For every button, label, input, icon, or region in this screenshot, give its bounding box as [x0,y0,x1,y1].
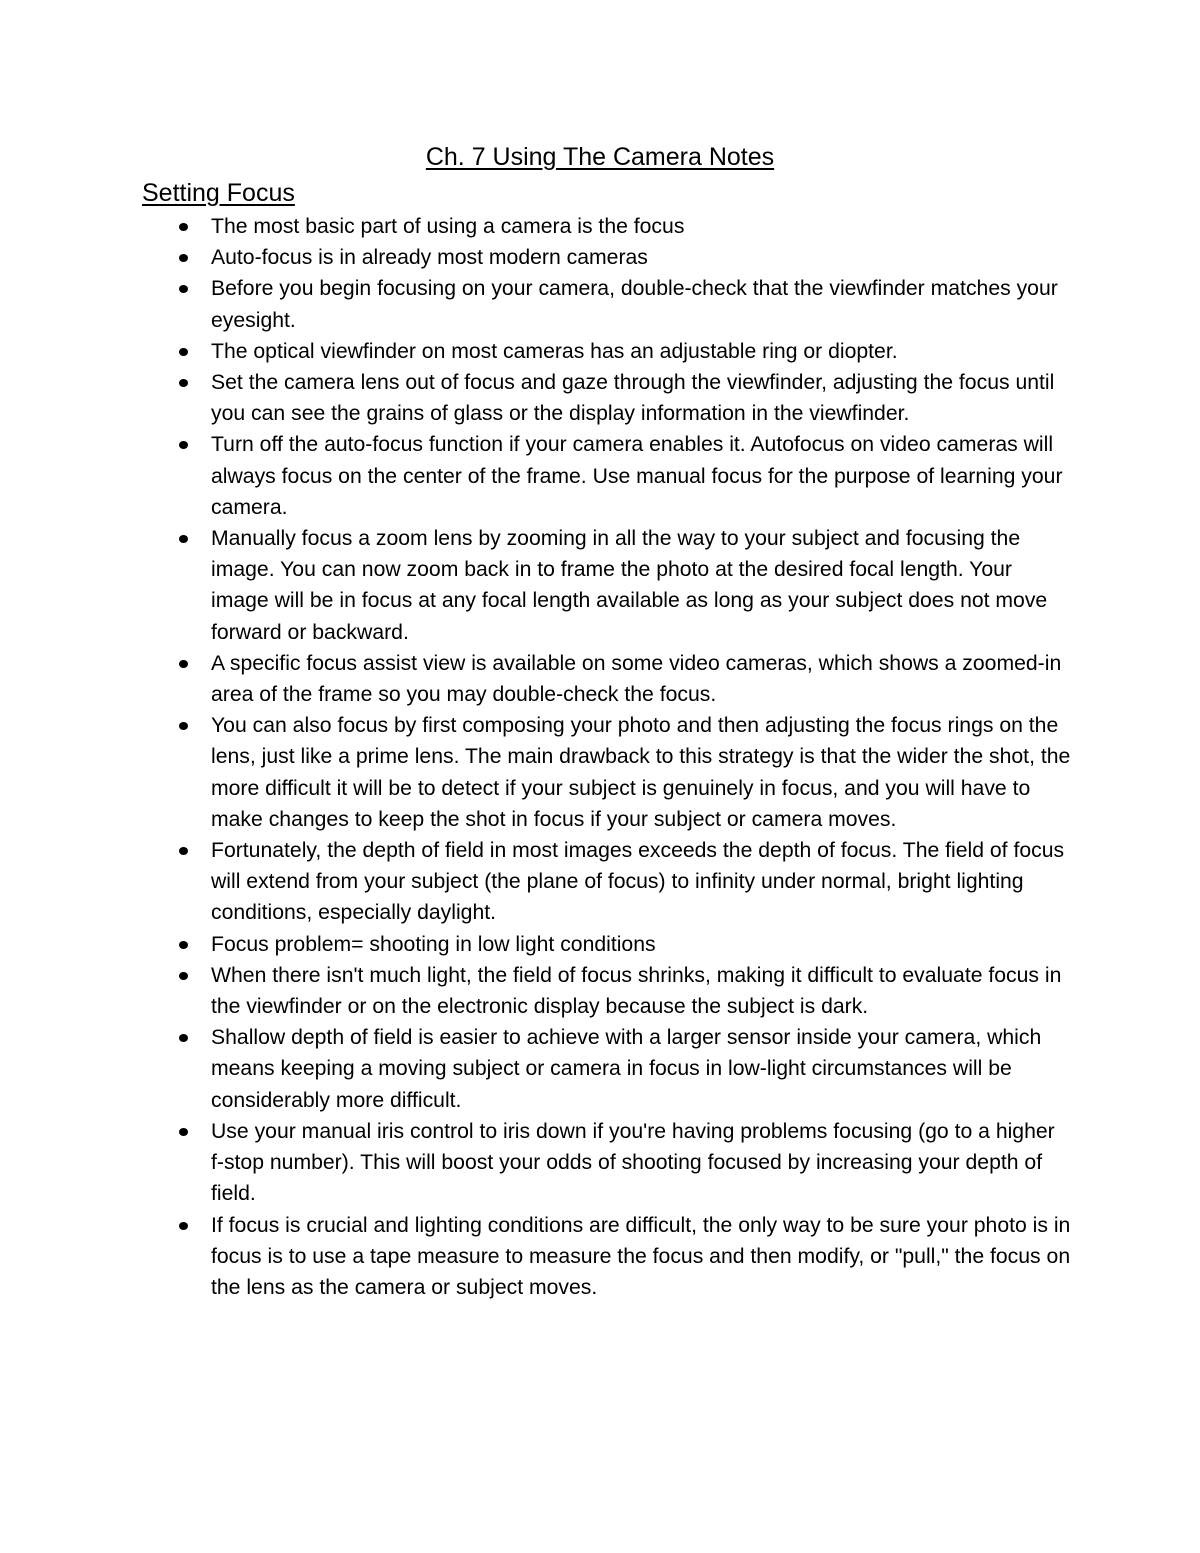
bullet-dot-icon [179,941,188,949]
list-item [0,648,1071,710]
page-title: Ch. 7 Using The Camera Notes [425,143,775,171]
list-item [0,367,1071,429]
list-item [0,960,1071,1022]
list-item [0,273,1071,335]
bullet-dot-icon [179,1034,188,1042]
list-item [0,1022,1071,1116]
list-item-text: When there isn't much light, the field of focus shrinks, making it difficult to evaluate focus in the viewfinder or on the electronic display because the subject is dark. [211,963,1062,1019]
list-item-text: Before you begin focusing on your camera, double-check that the viewfinder matches your eyesight. [211,277,1058,332]
bullet-dot-icon [179,847,188,855]
list-item [0,429,1071,523]
list-item-text: Use your manual iris control to iris down if you're having problems focusing (go to a higher f-stop number). This will boost your odds of shooting focused by increasing your depth of field. [211,1119,1055,1206]
list-item [0,242,1071,273]
list-item-text: Fortunately, the depth of field in most images exceeds the depth of focus. The field of focus will extend from your subject (the plane of focus) to infinity under normal, bright lighting conditions, especially daylight. [211,839,1065,925]
list-item-text: Manually focus a zoom lens by zooming in all the way to your subject and focusing the image. You can now zoom back in to frame the photo at the desired focal length. Your image will be in focus at any focal length available as long as your subject does not move forward or backward. [211,527,1048,644]
bullet-dot-icon [179,441,188,449]
list-item [0,929,1071,960]
list-item-text: If focus is crucial and lighting conditions are difficult, the only way to be sure your photo is in focus is to use a tape measure to measure the focus and then modify, or "pull," the focus on the lens as the camera or subject moves. [211,1213,1071,1299]
list-item [0,710,1071,835]
list-item-text: You can also focus by first composing your photo and then adjusting the focus rings on the lens, just like a prime lens. The main drawback to this strategy is that the wider the shot, the more difficult it will be to detect if your subject is genuinely in focus, and you will have to make changes to keep the shot in focus if your subject or camera moves. [211,714,1071,831]
section-heading-setting-focus: Setting Focus [142,179,295,207]
bullet-dot-icon [179,1128,188,1136]
list-item-text: Focus problem= shooting in low light conditions [211,932,656,956]
list-item-text: Shallow depth of field is easier to achieve with a larger sensor inside your camera, which means keeping a moving subject or camera in focus in low-light circumstances will be considerably more difficult. [211,1026,1042,1112]
list-item [0,336,1071,367]
list-item-text: The most basic part of using a camera is the focus [211,215,685,238]
list-item [0,1210,1071,1304]
bullet-dot-icon [179,972,188,980]
bullet-dot-icon [179,660,188,668]
bullet-dot-icon [179,223,188,231]
list-item-text: Auto-focus is in already most modern cameras [211,246,648,270]
list-item-text: A specific focus assist view is available on some video cameras, which shows a zoomed-in area of the frame so you may double-check the focus. [211,651,1062,707]
bullet-dot-icon [179,722,188,730]
list-item-text: Set the camera lens out of focus and gaze through the viewfinder, adjusting the focus until you can see the grains of glass or the display information in the viewfinder. [211,371,1055,426]
bullet-dot-icon [179,379,188,387]
list-item [0,835,1071,929]
list-item [0,1116,1071,1210]
bullet-dot-icon [179,535,188,543]
bullet-list [0,211,1200,1303]
bullet-dot-icon [179,1222,188,1230]
list-item-text: The optical viewfinder on most cameras has an adjustable ring or diopter. [211,339,898,363]
bullet-dot-icon [179,348,188,356]
list-item [0,211,1071,242]
bullet-dot-icon [179,254,188,262]
list-item-text: Turn off the auto-focus function if your camera enables it. Autofocus on video cameras will always focus on the center of the frame. Use manual focus for the purpose of learning your camera. [211,433,1063,519]
list-item [0,523,1071,648]
bullet-dot-icon [179,285,188,293]
